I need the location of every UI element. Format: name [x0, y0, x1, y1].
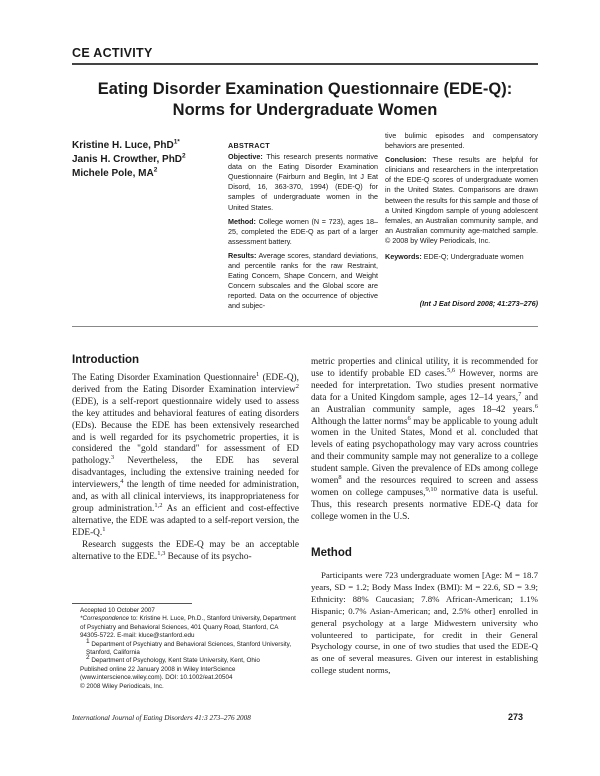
- objective-label: Objective:: [228, 152, 263, 162]
- author-affiliation-mark: 2: [182, 152, 186, 160]
- keywords-text: EDE-Q; Undergraduate women: [423, 252, 524, 262]
- author-affiliation-mark: 2: [153, 166, 158, 174]
- introduction-column-2: [311, 357, 538, 524]
- abstract-conclusion: [385, 155, 538, 246]
- method-text: Participants were 723 undergraduate women [Age: M = 18.7 years, SD = 1.2; Body Mass Index (BMI): M = 22.6, SD = 3.9; Ethnicity: 88% Caucasian; 7.8% African-American; 1.1% Hispanic; 0.7% Asian-American; and, 2.5% other] enrolled in general psychology at a large Midwestern university who volunteered to participate, for credit in their General Psychology course, in one of two studies that used the EDE-Q as one of several measures. Given our interest in establishing college student norms,: [311, 570, 538, 676]
- intro-paragraph-2: Research suggests the EDE-Q may be an acceptable alternative to the EDE.$^{1,3}$ Because of its psycho-: [72, 539, 299, 562]
- abstract-rule: [72, 326, 538, 327]
- conclusion-text: These results are helpful for clinicians and researchers in the interpretation of the EDE-Q scores of undergraduate women in the United States. Comparisons are drawn between the results for this sample and those of a United Kingdom sample of young adolescent females, an Australian community sample, and an Australian community age-matched sample. © 2008 by Wiley Periodicals, Inc.: [385, 155, 538, 245]
- abstract-column-right: [385, 131, 538, 266]
- author: [72, 167, 222, 181]
- abstract-column-left: [228, 141, 378, 316]
- objective-text: This research presents normative data on the Eating Disorder Examination Questionnaire (Fairburn and Beglin, Int J Eat Disord, 16, 363-370, 1994) (EDE-Q) for samples of undergraduate women in the United States.: [228, 152, 378, 212]
- article-title: [72, 79, 538, 121]
- keywords-label: Keywords:: [385, 252, 422, 262]
- author: [72, 153, 222, 167]
- affiliation-1: $^1$ Department of Psychiatry and Behavioral Sciences, Stanford University, Stanford, California: [86, 637, 292, 657]
- header-rule: [72, 63, 538, 65]
- author-name: Janis H. Crowther, PhD: [72, 154, 183, 165]
- abstract-method: [228, 217, 378, 247]
- abstract-results: [228, 251, 378, 312]
- copyright: © 2008 Wiley Periodicals, Inc.: [80, 682, 164, 690]
- author-list: [72, 139, 222, 181]
- correspondence: *Correspondence to: Kristine H. Luce, Ph.D., Stanford University, Department of Psychiatry and Behavioral Sciences, 401 Quarry Road, Stanford, CA 94305-5722. E-mail: kluce@stanford.edu: [80, 615, 296, 640]
- intro-paragraph-1: The Eating Disorder Examination Questionnaire$^1$ (EDE-Q), derived from the Eating Disorder Examination interview$^2$ (EDE), is a self-report questionnaire widely used to assess the key attitudes and behavioral features of eating disorders (EDs). Because the EDE has been extensively researched and is well regarded for its psychometric properties, it is considered the "gold standard" for assessment of ED pathology.$^3$ Nevertheless, the EDE has several disadvantages, including the extensive training needed for interviewers,$^4$ the length of time needed for administration, and, as with all clinical interviews, its inappropriateness for group administration.$^{1,2}$ As an efficient and cost-effective alternative, the EDE was adapted to a self-report version, the EDE-Q.$^1$: [72, 370, 299, 538]
- method-heading: Method: [311, 547, 352, 559]
- page-number: 273: [508, 712, 524, 722]
- intro-paragraph-2-continued: metric properties and clinical utility, it is recommended for use to identify probable ED cases.$^{5,6}$ However, norms are needed for interpretation. Two studies present normative data for a United Kingdom sample, ages 12–14 years,$^7$ and an Australian community sample, ages 18–42 years.$^6$ Although the latter norms$^6$ may be applicable to young adult women in the United States, Mond et al. concluded that levels of eating psychopathology may vary across countries and their community sample may not generalize to a college student sample. Given the prevalence of EDs among college women$^8$ and the resources required to screen and assess women on college campuses,$^{9,10}$ normative data is useful. Thus, this research presents normative EDE-Q data for college women in the U.S.: [311, 357, 538, 522]
- abstract-keywords: [385, 252, 538, 262]
- journal-citation: (Int J Eat Disord 2008; 41:273–276): [419, 299, 538, 308]
- title-line-2: Norms for Undergraduate Women: [172, 101, 438, 119]
- results-label: Results:: [228, 250, 257, 260]
- abstract-objective: [228, 152, 378, 213]
- abstract-results-continued: tive bulimic episodes and compensatory behaviors are presented.: [385, 131, 538, 151]
- author-name: Kristine H. Luce, PhD: [72, 140, 174, 151]
- abstract-heading: ABSTRACT: [228, 141, 270, 150]
- publication-info: Published online 22 January 2008 in Wiley InterScience (www.interscience.wiley.com). DOI: 10.1002/eat.20504: [80, 665, 236, 682]
- results-text: Average scores, standard deviations, and percentile ranks for the raw Restraint, Eating Concern, Shape Concern, and Weight Concern subscales and the Global score are reported. Data on the occurrence of objective and subjec-: [228, 250, 378, 311]
- introduction-column-1: [72, 370, 299, 564]
- footnotes: [72, 607, 299, 691]
- title-line-1: Eating Disorder Examination Questionnaire (EDE-Q):: [97, 80, 513, 98]
- method-paragraph: [311, 570, 538, 677]
- conclusion-label: Conclusion:: [385, 155, 427, 165]
- accepted-date: Accepted 10 October 2007: [80, 607, 155, 614]
- section-label: CE ACTIVITY: [72, 46, 153, 60]
- author-affiliation-mark: 1*: [173, 138, 180, 146]
- introduction-heading: Introduction: [72, 354, 140, 366]
- footnote-rule: [72, 603, 192, 604]
- method-label: Method:: [228, 216, 256, 226]
- footer-journal: International Journal of Eating Disorders 41:3 273–276 2008: [72, 714, 251, 722]
- method-text: College women (N = 723), ages 18–25, completed the EDE-Q as part of a larger assessment battery.: [228, 216, 378, 246]
- affiliation-2: $^2$ Department of Psychology, Kent State University, Kent, Ohio: [86, 654, 260, 665]
- author-name: Michele Pole, MA: [72, 168, 154, 179]
- author: [72, 139, 222, 153]
